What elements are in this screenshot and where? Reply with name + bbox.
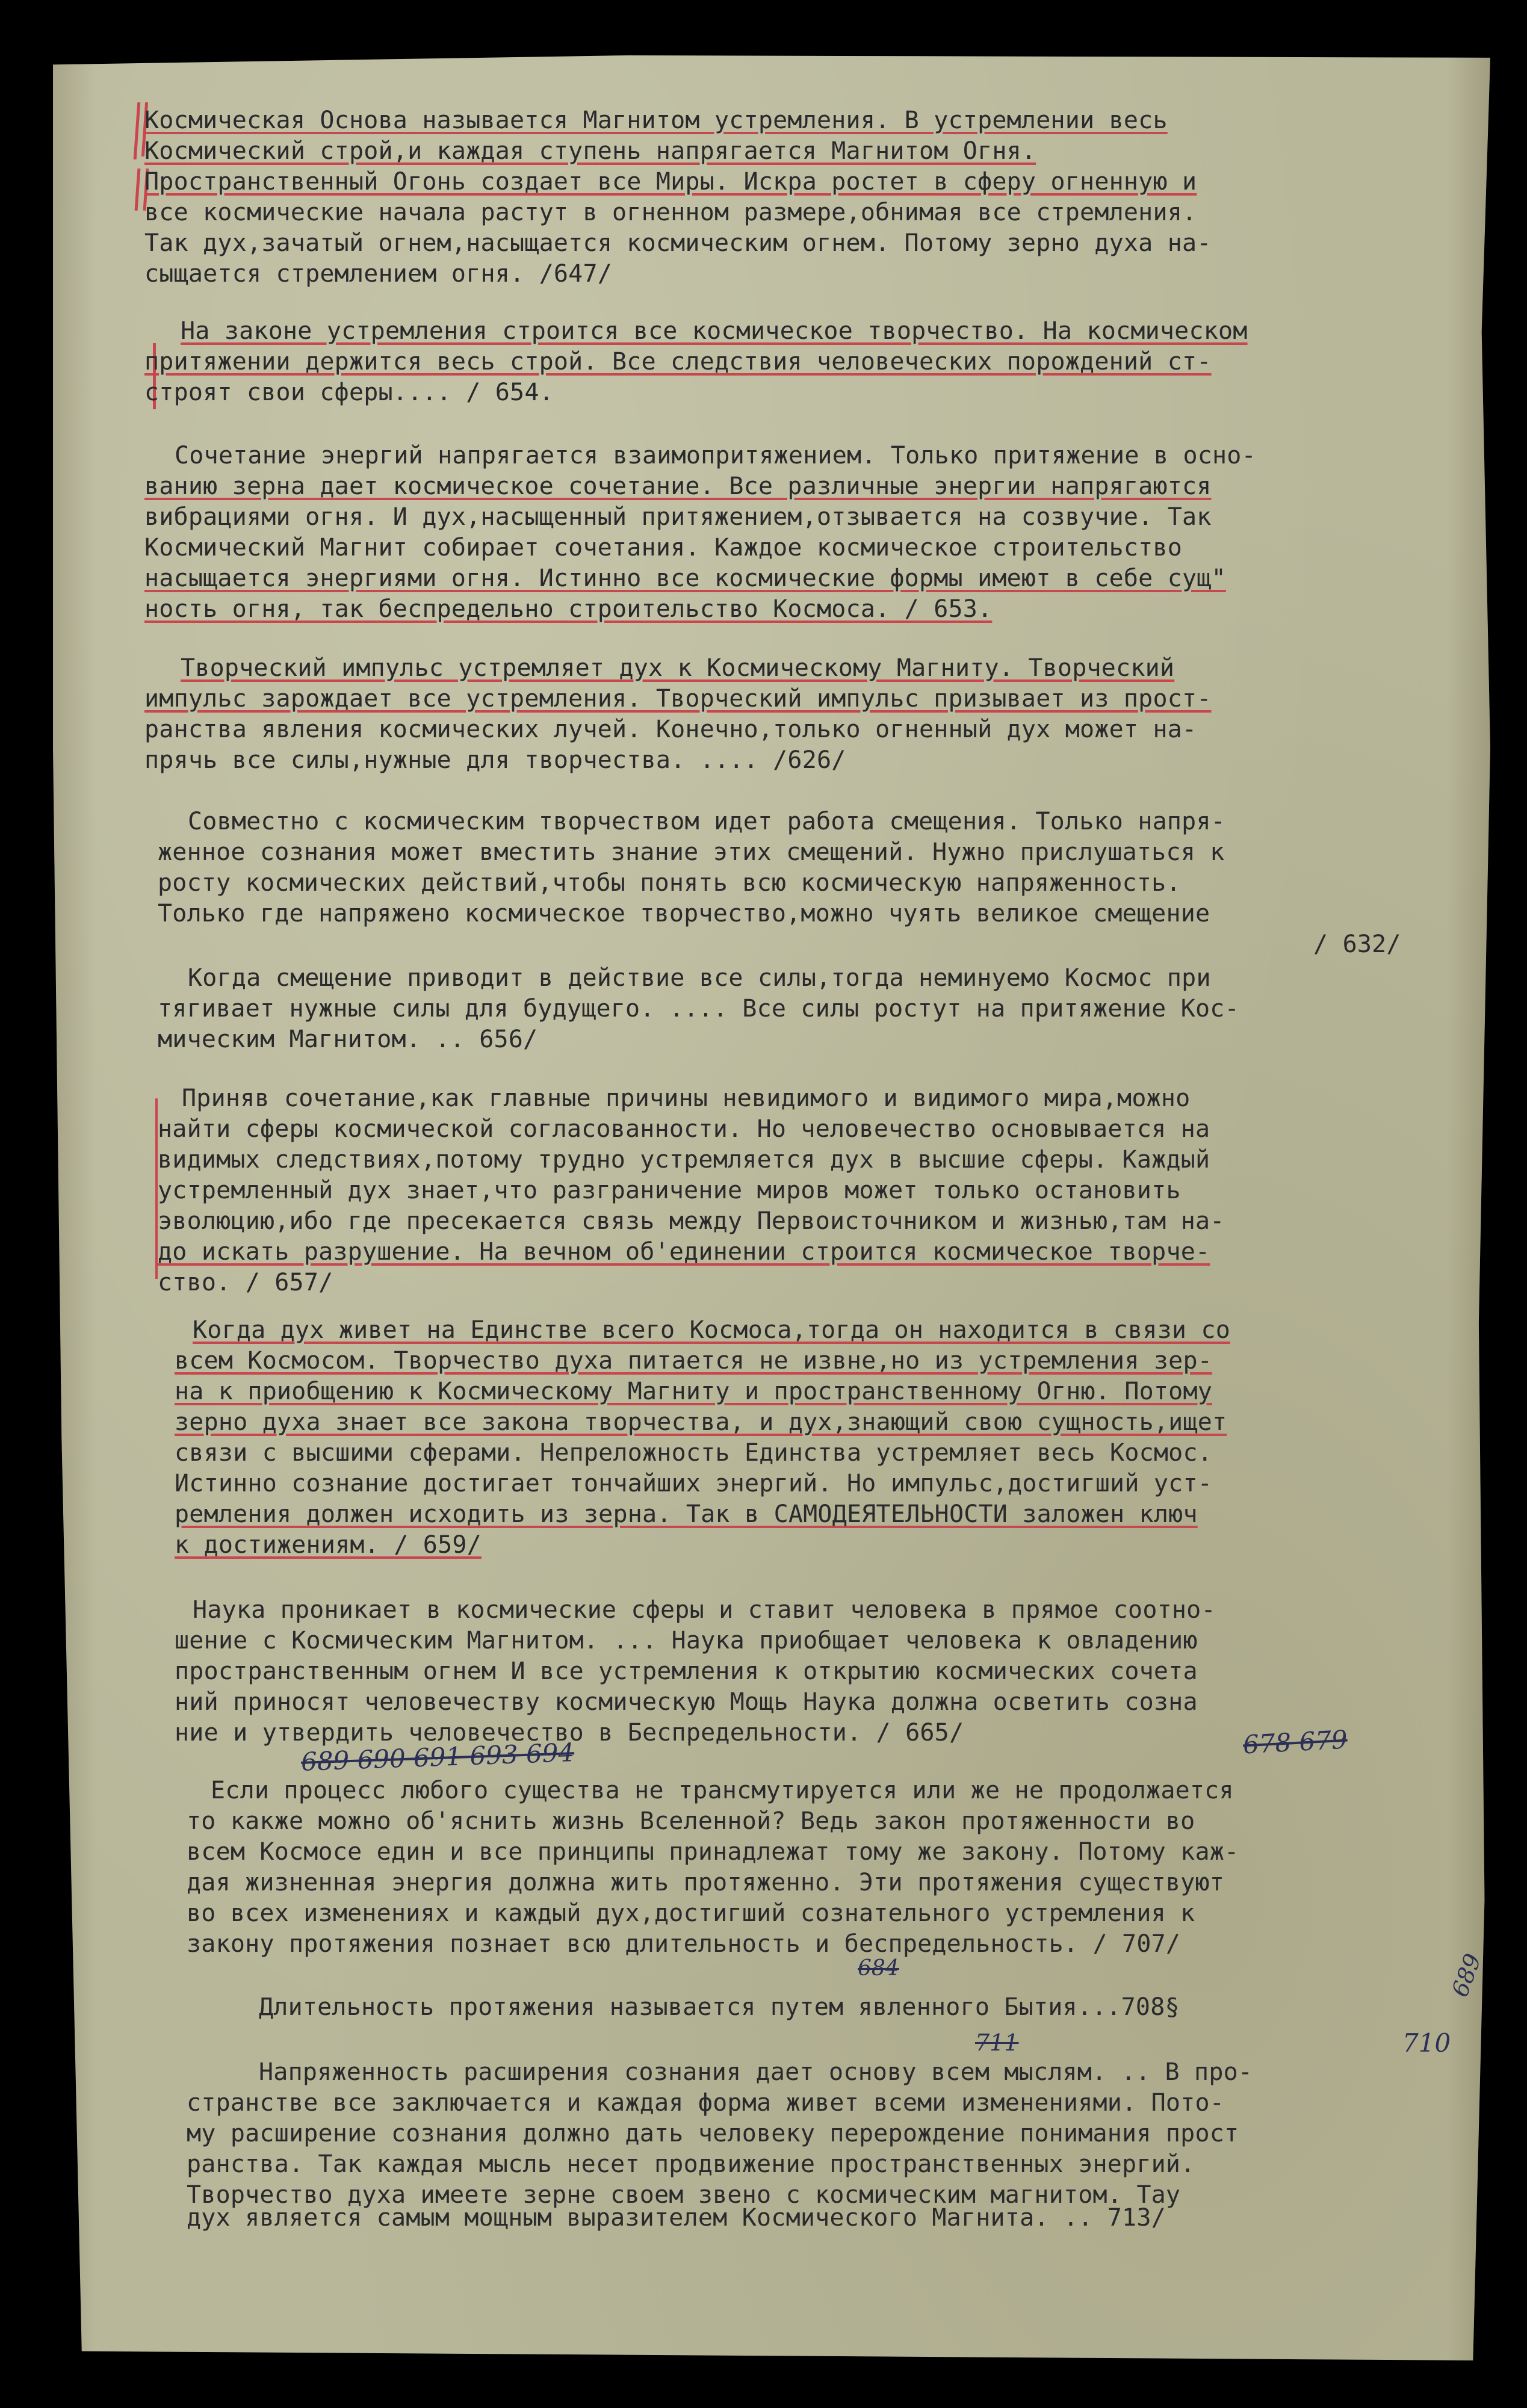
text-line: ранства. Так каждая мысль несет продвижение пространственных энергий.: [187, 2150, 1195, 2178]
text-line: ранства явления космических лучей. Конечно,только огненный дух может на-: [144, 716, 1197, 743]
text-line: Только где напряжено космическое творчество,можно чуять великое смещение: [158, 900, 1210, 927]
text-line: притяжении держится весь строй. Все следствия человеческих порождений ст-: [144, 348, 1212, 376]
text-line: насыщается энергиями огня. Истинно все космические формы имеют в себе сущ": [144, 565, 1226, 592]
text-line: ванию зерна дает космическое сочетание. Все различные энергии напрягаются: [144, 472, 1212, 500]
text-line: дая жизненная энергия должна жить протяженно. Эти протяжения существуют: [187, 1869, 1225, 1896]
text-line: Приняв сочетание,как главные причины невидимого и видимого мира,можно: [182, 1085, 1191, 1112]
text-line: тягивает нужные силы для будущего. .... Все силы ростут на притяжение Кос-: [158, 995, 1239, 1023]
text-line: Если процесс любого существа не трансмутируется или же не продолжается: [211, 1777, 1234, 1804]
text-line: то какже можно об'яснить жизнь Вселенной? Ведь закон протяженности во: [187, 1807, 1195, 1835]
text-line: Когда смещение приводит в действие все силы,тогда неминуемо Космос при: [188, 964, 1211, 992]
text-line: видимых следствиях,потому трудно устремляется дух в высшие сферы. Каждый: [158, 1146, 1210, 1174]
text-line: устремленный дух знает,что разграничение миров может только остановить: [158, 1177, 1181, 1204]
paragraph-657: [158, 1083, 1488, 1298]
text-line: импульс зарождает все устремления. Творческий импульс призывает из прост-: [144, 685, 1212, 713]
text-line: На законе устремления строится все космическое творчество. На космическом: [181, 317, 1248, 345]
paragraph-632: [158, 806, 1488, 960]
text-line: Творчество духа имеете зерне своем звено с космическим магнитом. Тау: [187, 2181, 1181, 2209]
text-line: прячь все силы,нужные для творчества. .... /626/: [144, 746, 846, 774]
handwritten-numbers-right: 678 679: [1242, 1724, 1348, 1760]
paragraph-653: [144, 441, 1475, 625]
text-line: Совместно с космическим творчеством идет работа смещения. Только напря-: [188, 808, 1226, 835]
handwritten-box-top: 689: [1446, 1950, 1487, 2001]
paragraph-626: [144, 653, 1475, 776]
handwritten-mark-above-line: 684: [858, 1956, 899, 1981]
text-line: странстве все заключается и каждая форма живет всеми изменениями. Пото-: [187, 2089, 1225, 2117]
text-line: женное сознания может вместить знание этих смещений. Нужно прислушаться к: [158, 838, 1225, 866]
text-line: все космические начала растут в огненном размере,обнимая все стремления.: [144, 199, 1197, 226]
text-line: всем Космосе един и все принципы принадлежат тому же закону. Потому каж-: [187, 1838, 1239, 1866]
text-line: Когда дух живет на Единстве всего Космоса,тогда он находится в связи со: [193, 1316, 1231, 1344]
text-line: до искать разрушение. На вечном об'единении строится космическое творче-: [158, 1238, 1210, 1266]
handwritten-mark-mid: 711: [975, 2029, 1019, 2056]
text-line: связи с высшими сферами. Непреложность Единства устремляет весь Космос.: [175, 1439, 1213, 1467]
text-line: Космическая Основа называется Магнитом устремления. В устремлении весь: [144, 107, 1168, 134]
text-line: сыщается стремлением огня. /647/: [144, 260, 613, 288]
text-line: на к приобщению к Космическому Магниту и пространственному Огню. Потому: [175, 1378, 1213, 1405]
handwritten-numbers-row: 689 690 691 693 694: [300, 1738, 575, 1777]
paragraph-647: [144, 105, 1475, 289]
text-line: ство. / 657/: [158, 1269, 333, 1296]
text-line: найти сферы космической согласованности. Но человечество основывается на: [158, 1115, 1210, 1143]
text-line: Космический Магнит собирает сочетания. Каждое космическое строительство: [144, 534, 1183, 562]
text-line: Истинно сознание достигает тончайших энергий. Но импульс,достигший уст-: [175, 1470, 1213, 1497]
text-line: Напряженность расширения сознания дает основу всем мыслям. .. В про-: [259, 2058, 1253, 2086]
text-line: ремления должен исходить из зерна. Так в САМОДЕЯТЕЛЬНОСТИ заложен ключ: [175, 1500, 1198, 1528]
paragraph-654: [144, 316, 1475, 408]
paragraph-708: [259, 1992, 1527, 2023]
paragraph-656: [158, 963, 1488, 1055]
text-line: к достижениям. / 659/: [175, 1531, 482, 1559]
text-line: Так дух,зачатый огнем,насыщается космическим огнем. Потому зерно духа на-: [144, 229, 1212, 257]
text-line: росту космических действий,чтобы понять всю космическую напряженность.: [158, 869, 1181, 897]
text-line: Длительность протяжения называется путем явленного Бытия...708§: [259, 1993, 1180, 2021]
text-line: зерно духа знает все закона творчества, и дух,знающий свою сущность,ищет: [175, 1408, 1227, 1436]
text-line: шение с Космическим Магнитом. ... Наука приобщает человека к овладению: [175, 1627, 1198, 1654]
text-line: Пространственный Огонь создает все Миры. Искра ростет в сферу огненную и: [144, 168, 1197, 196]
paragraph-707: [187, 1775, 1517, 1960]
text-line: Творческий импульс устремляет дух к Космическому Магниту. Творческий: [181, 654, 1175, 682]
text-line: мическим Магнитом. .. 656/: [158, 1026, 538, 1053]
text-line: ность огня, так беспредельно строительство Космоса. / 653.: [144, 595, 993, 623]
text-line: всем Космосом. Творчество духа питается не извне,но из устремления зер-: [175, 1347, 1213, 1375]
text-line: строят свои сферы.... / 654.: [144, 379, 554, 406]
paragraph-659: [175, 1315, 1505, 1561]
paragraph-665: [175, 1595, 1505, 1748]
paragraph-713: [187, 2057, 1517, 2233]
text-line: Космический строй,и каждая ступень напрягается Магнитом Огня.: [144, 137, 1036, 165]
text-line: Сочетание энергий напрягается взаимопритяжением. Только притяжение в осно-: [175, 442, 1256, 469]
text-line: / 632/: [1313, 930, 1401, 958]
text-line: пространственным огнем И все устремления к открытию космических сочета: [175, 1657, 1198, 1685]
text-line: му расширение сознания должно дать человеку перерождение понимания прост: [187, 2120, 1239, 2147]
text-line: Наука проникает в космические сферы и ставит человека в прямое соотно-: [193, 1596, 1216, 1624]
text-line: во всех изменениях и каждый дух,достигший сознательного устремления к: [187, 1899, 1195, 1927]
text-line: вибрациями огня. И дух,насыщенный притяжением,отзывается на созвучие. Так: [144, 503, 1212, 531]
text-line: ние и утвердить человечество в Беспредельности. / 665/: [175, 1719, 964, 1747]
text-line: дух является самым мощным выразителем Космического Магнита. .. 713/: [187, 2204, 1166, 2232]
handwritten-box-bottom: 710: [1402, 2028, 1451, 2058]
text-line: ний приносят человечеству космическую Мощь Наука должна осветить созна: [175, 1688, 1198, 1716]
text-line: закону протяжения познает всю длительность и беспредельность. / 707/: [187, 1930, 1181, 1958]
text-line: эволюцию,ибо где пресекается связь между Первоисточником и жизнью,там на-: [158, 1207, 1225, 1235]
